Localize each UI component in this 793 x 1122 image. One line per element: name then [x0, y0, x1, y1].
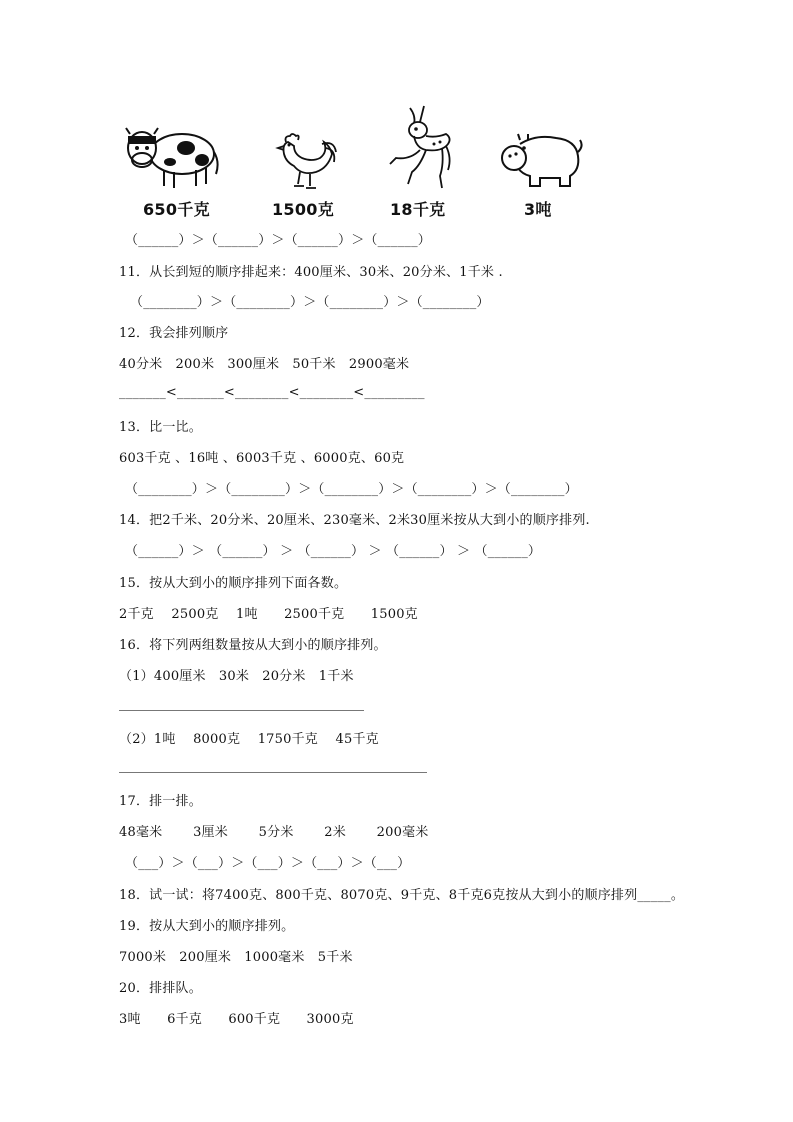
question-15-items: 2千克 2500克 1吨 2500千克 1500克: [119, 607, 418, 622]
question-17-title: 17．排一排。: [119, 794, 202, 809]
hippo-weight-label: 3吨: [524, 200, 552, 219]
question-16-answer-line-2: [119, 772, 427, 773]
hippo-image: [500, 130, 584, 190]
question-17-blanks: （___）＞（___）＞（___）＞（___）＞（___）: [125, 856, 411, 871]
question-11-title: 11．从长到短的顺序排起来：400厘米、30米、20分米、1千米 .: [119, 265, 503, 280]
deer-weight-label: 18千克: [390, 200, 446, 219]
question-12-blanks: _______<_______<________<________<_________: [119, 385, 425, 400]
question-13-title: 13．比一比。: [119, 420, 202, 435]
rooster-image: [272, 132, 340, 192]
question-12-title: 12．我会排列顺序: [119, 326, 229, 341]
question-14-title: 14．把2千米、20分米、20厘米、230毫米、2米30厘米按从大到小的顺序排列.: [119, 513, 590, 528]
question-17-items: 48毫米 3厘米 5分米 2米 200毫米: [119, 825, 429, 840]
question-13-items: 603千克 、16吨 、6003千克 、6000克、60克: [119, 451, 405, 466]
question-12-items: 40分米 200米 300厘米 50千米 2900毫米: [119, 357, 410, 372]
question-11-blanks: （________）＞（________）＞（________）＞（________）: [130, 295, 490, 310]
animals-order-blanks: （______）＞（______）＞（______）＞（______）: [125, 233, 432, 248]
question-16-answer-line-1: [119, 710, 364, 711]
question-14-blanks: （______）＞ （______） ＞ （______） ＞ （______） ＞ （______）: [125, 544, 542, 559]
question-18-title: 18．试一试：将7400克、800千克、8070克、9千克、8千克6克按从大到小的顺序排列_____。: [119, 888, 685, 903]
question-15-title: 15．按从大到小的顺序排列下面各数。: [119, 576, 348, 591]
question-20-items: 3吨 6千克 600千克 3000克: [119, 1012, 354, 1027]
question-16-part-1: （1）400厘米 30米 20分米 1千米: [119, 669, 354, 684]
question-13-blanks: （________）＞（________）＞（________）＞（________）＞（________）: [125, 482, 578, 497]
rooster-weight-label: 1500克: [272, 200, 335, 219]
question-19-items: 7000米 200厘米 1000毫米 5千米: [119, 950, 353, 965]
question-19-title: 19．按从大到小的顺序排列。: [119, 919, 295, 934]
deer-image: [386, 104, 458, 192]
cow-weight-label: 650千克: [143, 200, 210, 219]
cow-image: [124, 122, 220, 190]
question-16-part-2: （2）1吨 8000克 1750千克 45千克: [119, 732, 379, 747]
question-16-title: 16．将下列两组数量按从大到小的顺序排列。: [119, 638, 387, 653]
question-20-title: 20．排排队。: [119, 981, 202, 996]
